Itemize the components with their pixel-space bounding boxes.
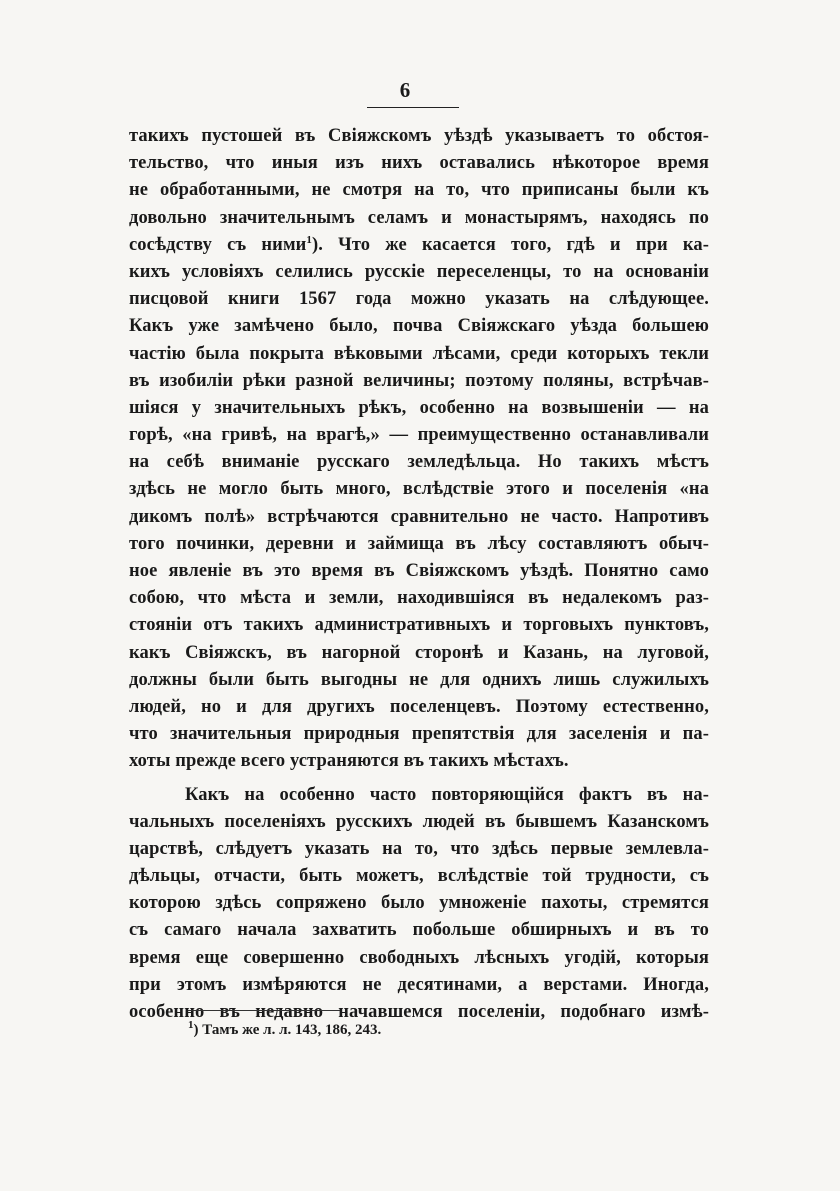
body-text — [129, 123, 709, 1026]
text-line: при этомъ измѣряются не десятинами, а верстами. Иногда, — [129, 974, 709, 995]
text-line: тельство, что иныя изъ нихъ оставались нѣкоторое время — [129, 153, 709, 174]
footnote-rule — [188, 1010, 340, 1011]
text-line: дѣльцы, отчасти, быть можетъ, вслѣдствіе той трудности, съ — [129, 866, 709, 887]
text-line: не обработанными, не смотря на то, что приписаны были къ — [129, 180, 709, 201]
text-line: что значительныя природныя препятствія для заселенія и па- — [129, 724, 709, 745]
text-line: Какъ уже замѣчено было, почва Свіяжскаго уѣзда большею — [129, 316, 709, 337]
text-line: въ изобиліи рѣки разной величины; поэтому поляны, встрѣчав- — [129, 370, 709, 391]
text-line: на себѣ вниманіе русскаго земледѣльца. Но такихъ мѣстъ — [129, 452, 709, 473]
text-line: особенно въ недавно начавшемся поселеніи, подобнаго измѣ- — [129, 1002, 709, 1022]
text-line: какъ Свіяжскъ, въ нагорной сторонѣ и Казань, на луговой, — [129, 642, 709, 663]
text-line: должны были быть выгодны не для однихъ лишь служилыхъ — [129, 669, 709, 690]
text-line: здѣсь не могло быть много, вслѣдствіе этого и поселенія «на — [129, 479, 709, 500]
text-line: того починки, деревни и займища въ лѣсу составляютъ обыч- — [129, 533, 709, 554]
text-line: писцовой книги 1567 года можно указать на слѣдующее. — [129, 289, 709, 310]
text-line: стояніи отъ такихъ административныхъ и торговыхъ пунктовъ, — [129, 615, 709, 636]
text-line: дикомъ полѣ» встрѣчаются сравнительно не часто. Напротивъ — [129, 506, 709, 527]
text-line: Какъ на особенно часто повторяющійся фактъ въ на- — [185, 784, 709, 805]
text-line: собою, что мѣста и земли, находившіяся въ недалекомъ раз- — [129, 588, 709, 609]
text-segment: ). Что же касается того, гдѣ и при ка- — [312, 234, 709, 255]
text-line: царствѣ, слѣдуетъ указать на то, что здѣсь первые землевла- — [129, 838, 709, 859]
text-line: шіяся у значительныхъ рѣкъ, особенно на возвышеніи — на — [129, 397, 709, 418]
page-number: 6 — [399, 78, 411, 102]
text-line: частію была покрыта вѣковыми лѣсами, среди которыхъ текли — [129, 343, 709, 364]
header-rule — [367, 107, 459, 108]
footnote — [188, 1019, 382, 1039]
footnote-reference: 1 — [306, 233, 313, 246]
text-line-with-footnote-ref — [129, 232, 709, 259]
text-segment: сосѣдству съ ними — [129, 234, 307, 255]
text-line: людей, но и для другихъ поселенцевъ. Поэтому естественно, — [129, 696, 709, 717]
text-line: которою здѣсь сопряжено было умноженіе пахоты, стремятся — [129, 893, 709, 914]
text-line: съ самаго начала захватить побольше обширныхъ и въ то — [129, 920, 709, 941]
text-line: такихъ пустошей въ Свіяжскомъ уѣздѣ указываетъ то обстоя- — [129, 126, 709, 146]
text-line: ное явленіе въ это время въ Свіяжскомъ уѣздѣ. Понятно само — [129, 561, 709, 581]
text-line: кихъ условіяхъ селились русскіе переселенцы, то на основаніи — [129, 261, 709, 282]
text-line: хоты прежде всего устраняются въ такихъ мѣстахъ. — [129, 751, 569, 772]
text-line: горѣ, «на гривѣ, на врагѣ,» — преимущественно останавливали — [129, 425, 709, 446]
footnote-text: ) Тамъ же л. л. 143, 186, 243. — [193, 1022, 382, 1038]
footnote-marker: 1 — [188, 1019, 194, 1031]
text-line: чальныхъ поселеніяхъ русскихъ людей въ бывшемъ Казанскомъ — [129, 811, 709, 832]
text-line: время еще совершенно свободныхъ лѣсныхъ угодій, которыя — [129, 947, 709, 968]
text-line: довольно значительнымъ селамъ и монастырямъ, находясь по — [129, 207, 709, 228]
